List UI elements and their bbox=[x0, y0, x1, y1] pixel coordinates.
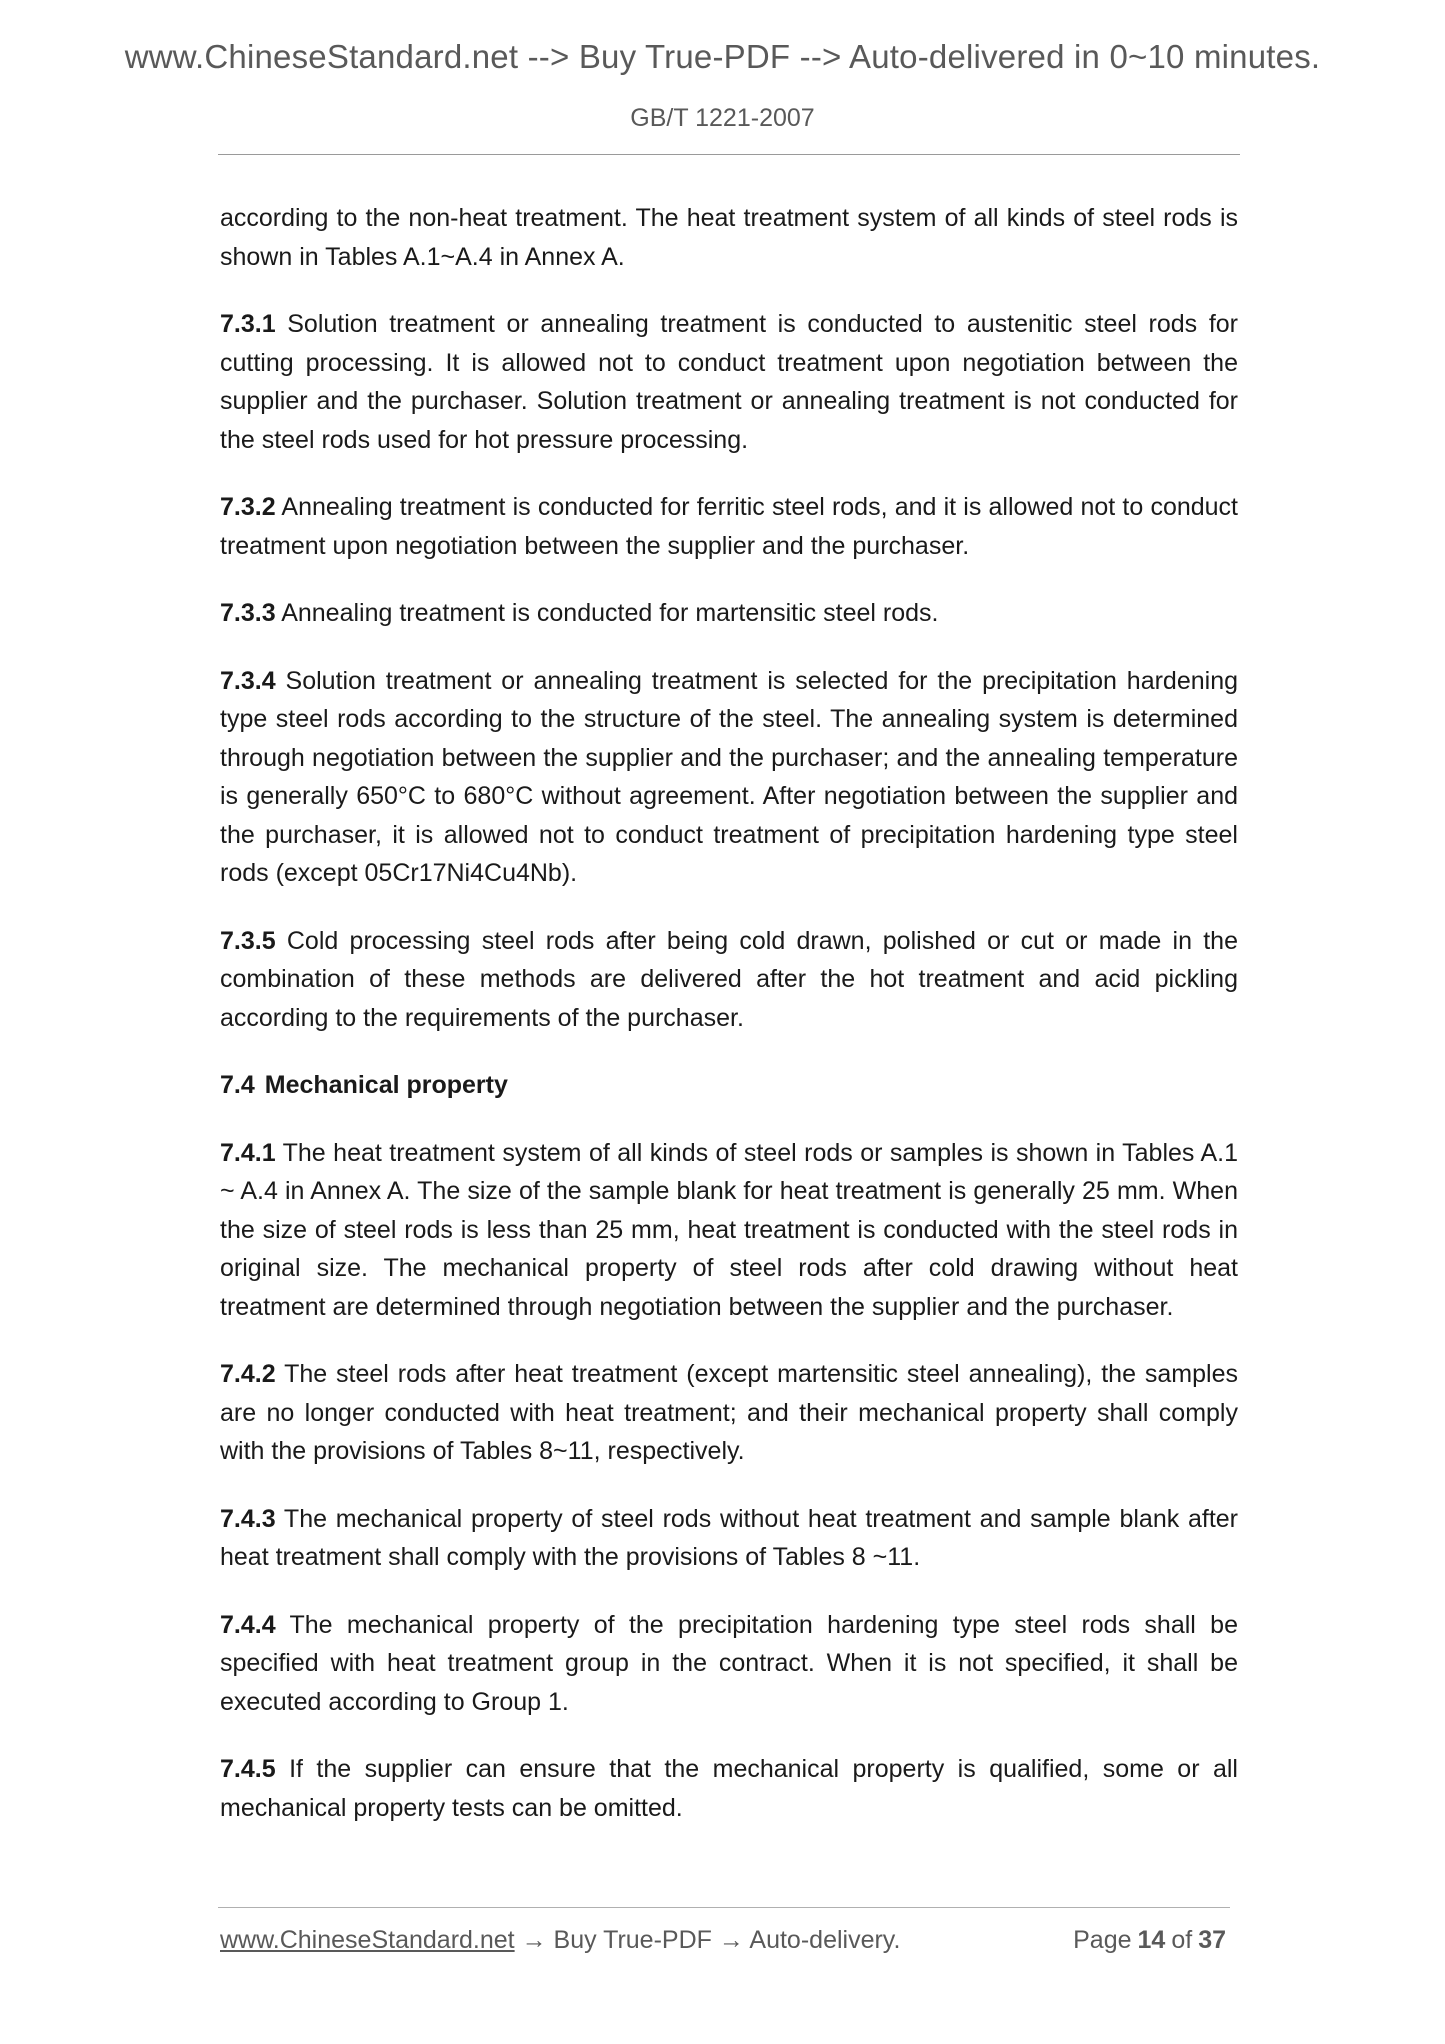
clause-number: 7.4.3 bbox=[220, 1504, 276, 1533]
clause-text: Cold processing steel rods after being cold drawn, polished or cut or made in the combination of these methods are delivered after the hot treatment and acid pickling according to the requirements of the purchaser. bbox=[220, 926, 1238, 1032]
clause-number: 7.3.4 bbox=[220, 666, 276, 695]
clause-number: 7.3.1 bbox=[220, 310, 276, 338]
clause-number: 7.4.2 bbox=[220, 1360, 276, 1388]
clause-text: Annealing treatment is conducted for martensitic steel rods. bbox=[281, 599, 939, 627]
clause-text: Annealing treatment is conducted for ferritic steel rods, and it is allowed not to conduct treatment upon negotiation between the supplier and the purchaser. bbox=[220, 493, 1238, 560]
site-banner: www.ChineseStandard.net --> Buy True-PDF --> Auto-delivered in 0~10 minutes. bbox=[124, 38, 1321, 75]
section-number: 7.4 bbox=[220, 1071, 255, 1099]
footer-delivery-text: → Buy True-PDF → Auto-delivery. bbox=[521, 1926, 901, 1954]
clause-7-3-2 bbox=[220, 488, 1238, 565]
clause-7-3-1 bbox=[220, 305, 1238, 459]
clause-7-3-3 bbox=[220, 594, 1238, 633]
clause-number: 7.3.5 bbox=[220, 926, 276, 955]
clause-text: The mechanical property of the precipitation hardening type steel rods shall be specified with heat treatment group in the contract. When it is not specified, it shall be executed according to Group 1. bbox=[220, 1610, 1238, 1716]
clause-text: If the supplier can ensure that the mechanical property is qualified, some or all mechanical property tests can be omitted. bbox=[220, 1755, 1238, 1822]
clause-text: The mechanical property of steel rods without heat treatment and sample blank after heat treatment shall comply with the provisions of Tables 8 ~11. bbox=[220, 1504, 1239, 1571]
section-heading-7-4 bbox=[220, 1066, 1238, 1105]
section-title: Mechanical property bbox=[264, 1071, 508, 1099]
clause-text: Solution treatment or annealing treatment is conducted to austenitic steel rods for cutting processing. It is allowed not to conduct treatment upon negotiation between the supplier and the purchaser. Solution treatment or annealing treatment is not conducted for the steel rods used for hot pressure processing. bbox=[220, 310, 1238, 454]
intro-text: according to the non-heat treatment. The heat treatment system of all kinds of steel rods is shown in Tables A.1~A.4 in Annex A. bbox=[220, 204, 1238, 271]
clause-7-4-5 bbox=[220, 1750, 1238, 1827]
clause-7-4-3 bbox=[220, 1500, 1238, 1577]
clause-7-4-2 bbox=[220, 1355, 1238, 1471]
clause-number: 7.4.4 bbox=[220, 1610, 276, 1639]
clause-text: The heat treatment system of all kinds of steel rods or samples is shown in Tables A.1 ~ A.4 in Annex A. The size of the sample blank for heat treatment is generally 25 mm. When the size of steel rods is less than 25 mm, heat treatment is conducted with the steel rods in original size. The mechanical property of steel rods after cold drawing without heat treatment are determined through negotiation between the supplier and the purchaser. bbox=[220, 1138, 1239, 1321]
footer-divider bbox=[218, 1907, 1230, 1908]
clause-number: 7.3.3 bbox=[220, 599, 276, 627]
clause-7-4-4 bbox=[220, 1606, 1238, 1722]
clause-text: The steel rods after heat treatment (except martensitic steel annealing), the samples are no longer conducted with heat treatment; and their mechanical property shall comply with the provisions of Tables 8~11, respectively. bbox=[220, 1360, 1238, 1465]
intro-paragraph bbox=[220, 199, 1238, 276]
page-label: Page bbox=[1073, 1926, 1132, 1954]
clause-7-4-1 bbox=[220, 1134, 1238, 1327]
clause-number: 7.4.5 bbox=[220, 1755, 276, 1783]
clause-7-3-5 bbox=[220, 922, 1238, 1038]
footer-links bbox=[220, 1926, 900, 1955]
page-total: 37 bbox=[1198, 1926, 1226, 1954]
page-of-label: of bbox=[1171, 1926, 1193, 1954]
footer-site-link[interactable]: www.ChineseStandard.net bbox=[220, 1926, 515, 1954]
document-body bbox=[220, 199, 1238, 1856]
standard-code: GB/T 1221-2007 bbox=[630, 104, 815, 132]
page-indicator bbox=[1073, 1926, 1232, 1955]
page-current: 14 bbox=[1137, 1926, 1166, 1954]
clause-number: 7.3.2 bbox=[220, 493, 276, 521]
header-divider bbox=[218, 154, 1240, 155]
clause-text: Solution treatment or annealing treatment is selected for the precipitation hardening type steel rods according to the structure of the steel. The annealing system is determined through negotiation between the supplier and the purchaser; and the annealing temperature is generally 650°C to 680°C without agreement. After negotiation between the supplier and the purchaser, it is allowed not to conduct treatment of precipitation hardening type steel rods (except 05Cr17Ni4Cu4Nb). bbox=[220, 666, 1238, 887]
clause-7-3-4 bbox=[220, 662, 1238, 893]
clause-number: 7.4.1 bbox=[220, 1138, 276, 1167]
